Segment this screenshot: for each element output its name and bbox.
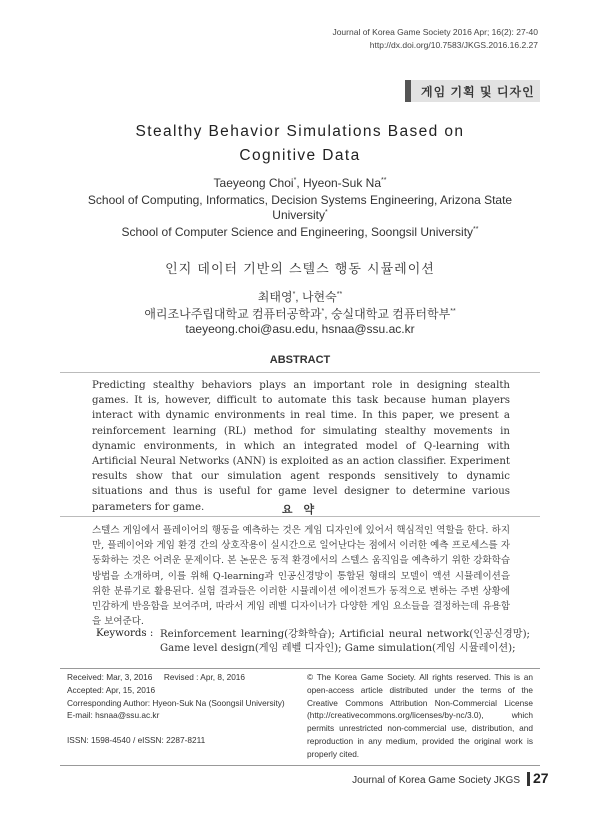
affiliation-text: School of Computer Science and Engineering, Soongsil University	[121, 225, 474, 239]
section-banner	[405, 80, 540, 102]
journal-citation: Journal of Korea Game Society 2016 Apr; 16(2): 27-40	[332, 27, 538, 37]
affiliation-mark: *	[321, 308, 325, 315]
journal-reference	[332, 26, 538, 52]
author-mark: *	[293, 177, 297, 184]
copyright-notice: © The Korea Game Society. All rights reserved. This is an open-access article distributed under the terms of the Creative Commons Attribution Non-Commercial License (http://creativecommons.org/licenses/by-nc/3.0), which permits unrestricted non-commercial use, distribution, and reproduction in any medium, provided the original work is properly cited.	[307, 672, 533, 759]
affiliation-en-2	[0, 225, 600, 239]
abstract-heading: ABSTRACT	[269, 354, 331, 366]
keywords-label: Keywords :	[96, 628, 154, 639]
affiliation-text: 숭실대학교 컴퓨터학부	[330, 307, 451, 321]
affiliation-en-1-cont	[0, 208, 600, 222]
paper-title-line1: Stealthy Behavior Simulations Based on	[135, 123, 465, 140]
affiliation-mark: *	[324, 209, 328, 216]
received-text: Received: Mar, 3, 2016	[67, 672, 153, 682]
author-name: Hyeon-Suk Na	[302, 176, 382, 190]
doi-link[interactable]: http://dx.doi.org/10.7583/JKGS.2016.16.2.27	[369, 40, 538, 50]
affiliation-en-1: School of Computing, Informatics, Decision Systems Engineering, Arizona State	[87, 193, 513, 207]
corresponding-author: Corresponding Author: Hyeon-Suk Na (Soongsil University)	[67, 697, 285, 708]
abstract-body: Predicting stealthy behaviors plays an important role in designing stealth games. It is, however, difficult to automate this task because human players interact with dynamic environments in real time. In this paper, we present a reinforcement learning (RL) method for simulating stealthy movements in dynamic environments, in which an integrated model of Q-learning with Artificial Neural Networks (ANN) is exploited as an action classifier. Experiment results show that our simulation agent responds sensitively to dynamic situations and thus is useful for game level designer to determine various parameters for game.	[92, 380, 510, 513]
summary-divider	[60, 516, 540, 517]
received-date	[67, 671, 307, 684]
affiliation-text: University	[272, 208, 325, 222]
author-emails[interactable]: taeyeong.choi@asu.edu, hsnaa@ssu.ac.kr	[185, 322, 415, 336]
summary-body-ko: 스텔스 게임에서 플레이어의 행동을 예측하는 것은 게임 디자인에 있어서 핵심적인 역할을 한다. 하지만, 플레이어와 게임 환경 간의 상호작용이 실시간으로 일어난다는 점에서 이러한 예측 프로세스를 자동화하는 것은 어려운 문제이다. 본 논문은 동적 환경에서의 스텔스 움직임을 예측하기 위한 강화학습 방법을 소개하며, 이를 위해 Q-learning과 인공신경망이 통합된 형태의 모델이 액션 시뮬레이션을 위한 분류기로 활용된다. 실험 결과들은 이러한 시뮬레이션 에이전트가 동적으로 변하는 주변 상황에 민감하게 반응함을 보여주며, 따라서 게임 레벨 디자이너가 다양한 게임 요소들을 결정하는데 유용함을 보여준다.	[92, 525, 510, 628]
footer-divider	[60, 765, 540, 766]
author-mark: **	[336, 291, 343, 298]
paper-title-line2: Cognitive Data	[239, 147, 361, 164]
author-name: 나현숙	[301, 290, 337, 304]
revised-text: Revised : Apr, 8, 2016	[163, 672, 246, 682]
footer-separator-bar	[527, 772, 530, 786]
author-separator: ,	[296, 176, 303, 190]
affiliation-separator: ,	[324, 307, 331, 321]
section-banner-bar	[405, 80, 411, 102]
corresponding-email[interactable]: E-mail: hsnaa@ssu.ac.kr	[67, 710, 160, 721]
paper-title-ko: 인지 데이터 기반의 스텔스 행동 시뮬레이션	[165, 262, 435, 277]
author-name: 최태영	[257, 290, 293, 304]
article-metadata	[67, 671, 307, 747]
affiliation-mark: **	[473, 226, 479, 233]
page-number: 27	[533, 770, 549, 786]
affiliation-mark: **	[450, 308, 456, 315]
authors-en	[0, 176, 600, 190]
author-separator: ,	[295, 290, 302, 304]
accepted-date: Accepted: Apr, 15, 2016	[67, 684, 156, 695]
authors-ko	[0, 288, 600, 305]
author-mark: *	[292, 291, 296, 298]
author-mark: **	[381, 177, 387, 184]
keywords-list: Reinforcement learning(강화학습); Artificial neural network(인공신경망); Game level design(게임 레벨 디자인); Game simulation(게임 시뮬레이션);	[160, 629, 530, 654]
abstract-divider	[60, 372, 540, 373]
footer-journal-name: Journal of Korea Game Society JKGS	[352, 775, 520, 786]
affiliation-ko	[0, 305, 600, 322]
section-label: 게임 기획 및 디자인	[421, 85, 535, 99]
summary-heading-ko: 요 약	[281, 504, 319, 516]
issn: ISSN: 1598-4540 / eISSN: 2287-8211	[67, 735, 206, 746]
author-name: Taeyeong Choi	[213, 176, 294, 190]
affiliation-text: 애리조나주립대학교 컴퓨터공학과	[144, 307, 322, 321]
metadata-divider	[60, 668, 540, 669]
